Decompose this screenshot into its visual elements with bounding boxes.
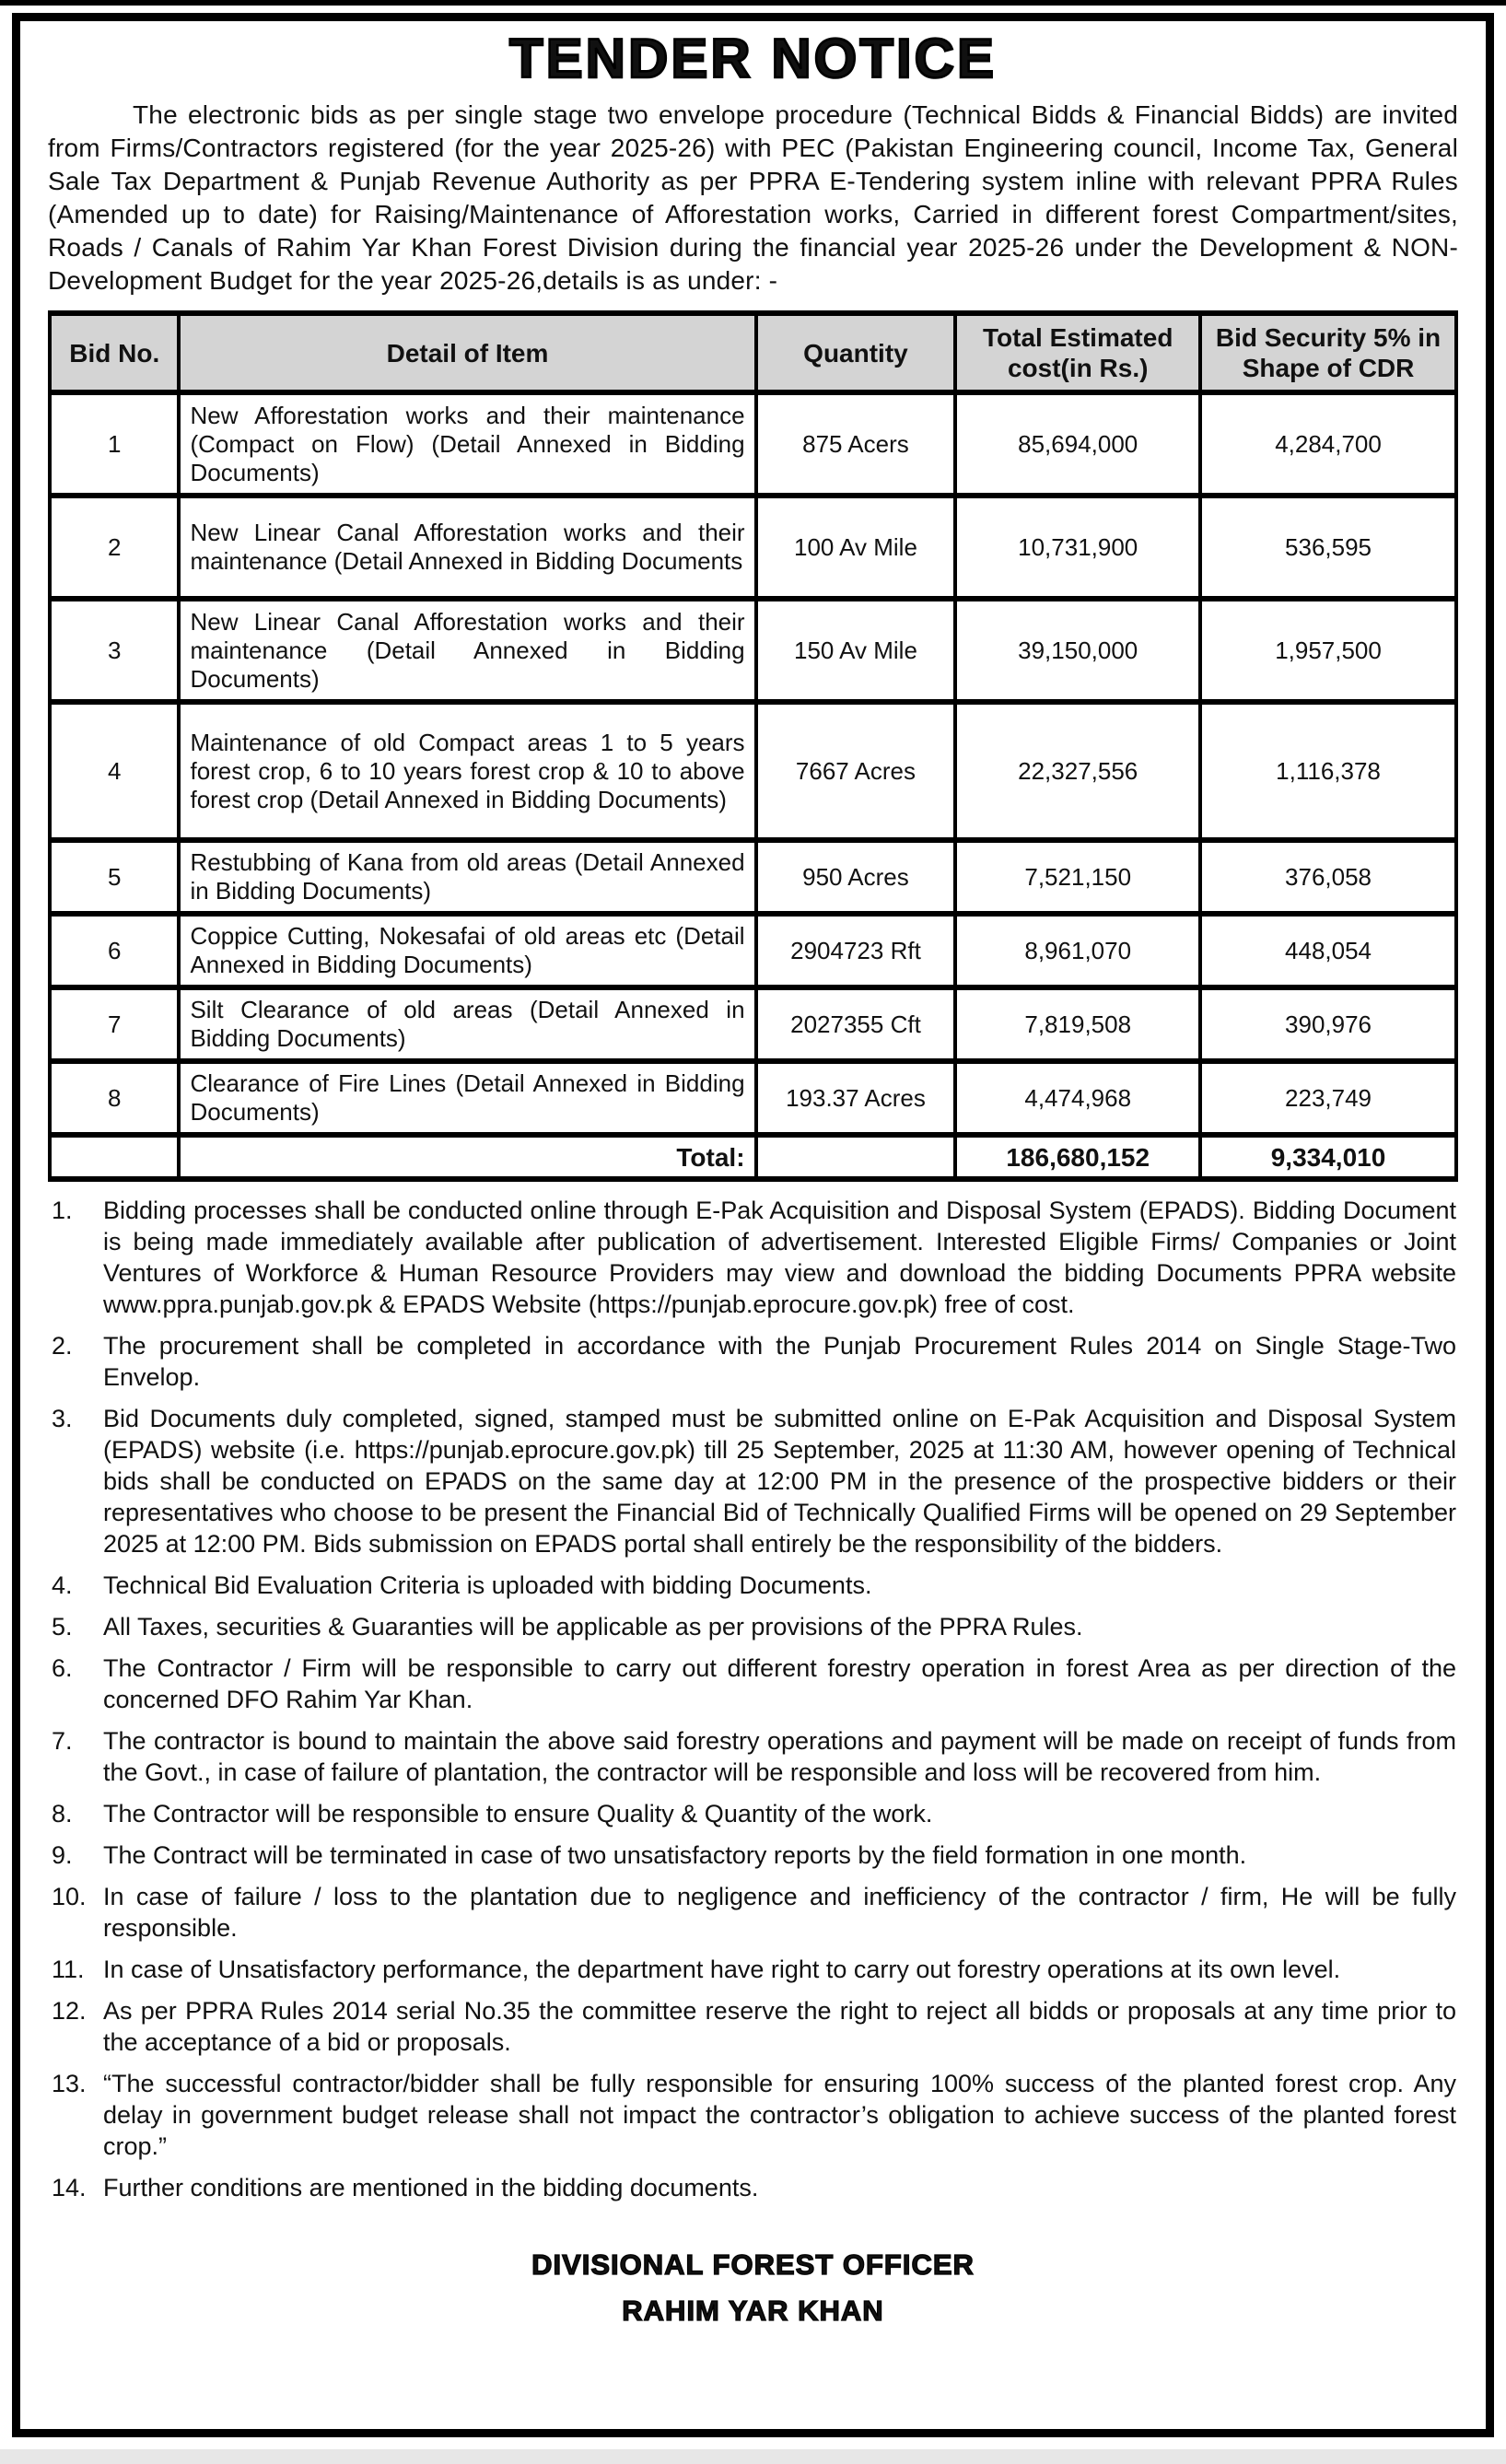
cell-quantity: 950 Acres (756, 840, 956, 914)
page-title: TENDER NOTICE (508, 28, 998, 89)
condition-item (52, 1570, 1456, 1601)
table-row (50, 496, 1456, 599)
condition-item (52, 1403, 1456, 1559)
condition-item (52, 1611, 1456, 1642)
condition-text: The Contract will be terminated in case of two unsatisfactory reports by the field formation in one month. (103, 1841, 1247, 1869)
cell-bid-no: 2 (50, 496, 179, 599)
cell-detail: New Afforestation works and their maintenance (Compact on Flow) (Detail Annexed in Bidding Documents) (179, 392, 755, 496)
condition-text: Bidding processes shall be conducted online through E-Pak Acquisition and Disposal System (EPADS). Bidding Document is being made immediately available after publication of advertisement. Interested Eligible Firms/ Companies or Joint Ventures of Workforce & Human Resource Providers may view and download the bidding Documents PPRA website www.ppra.punjab.gov.pk & EPADS Website (https://punjab.eprocure.gov.pk) free of cost. (103, 1197, 1456, 1318)
col-header-quantity: Quantity (756, 313, 956, 392)
table-row (50, 987, 1456, 1061)
cell-detail: New Linear Canal Afforestation works and their maintenance (Detail Annexed in Bidding Documents) (179, 599, 755, 702)
condition-text: The Contractor will be responsible to ensure Quality & Quantity of the work. (103, 1800, 933, 1828)
cell-detail: Maintenance of old Compact areas 1 to 5 years forest crop, 6 to 10 years forest crop & 10 to above forest crop (Detail Annexed in Bidding Documents) (179, 702, 755, 840)
top-rule (0, 0, 1506, 6)
signatory-location: RAHIM YAR KHAN (622, 2295, 884, 2327)
cell-quantity: 875 Acers (756, 392, 956, 496)
condition-text: Further conditions are mentioned in the bidding documents. (103, 2174, 759, 2201)
condition-text: As per PPRA Rules 2014 serial No.35 the committee reserve the right to reject all bidds or proposals at any time prior to the acceptance of a bid or proposals. (103, 1997, 1456, 2056)
condition-item (52, 1954, 1456, 1985)
condition-text: The Contractor / Firm will be responsible to carry out different forestry operation in forest Area as per direction of the concerned DFO Rahim Yar Khan. (103, 1654, 1456, 1713)
condition-item (52, 1881, 1456, 1944)
cell-security: 536,595 (1200, 496, 1456, 599)
cell-detail: Coppice Cutting, Nokesafai of old areas etc (Detail Annexed in Bidding Documents) (179, 914, 755, 987)
condition-number: 10. (52, 1883, 87, 1910)
condition-number: 9. (52, 1841, 73, 1869)
cell-detail: Silt Clearance of old areas (Detail Annexed in Bidding Documents) (179, 987, 755, 1061)
cell-cost: 22,327,556 (955, 702, 1200, 840)
condition-item (52, 2172, 1456, 2203)
cell-empty (50, 1135, 179, 1179)
condition-text: In case of failure / loss to the plantation due to negligence and inefficiency of the contractor / firm, He will be fully responsible. (103, 1883, 1456, 1942)
cell-bid-no: 6 (50, 914, 179, 987)
notice-frame (12, 13, 1494, 2437)
cell-quantity: 2027355 Cft (756, 987, 956, 1061)
condition-text: The procurement shall be completed in accordance with the Punjab Procurement Rules 2014 on Single Stage-Two Envelop. (103, 1332, 1456, 1391)
condition-item (52, 1725, 1456, 1788)
cell-security: 1,957,500 (1200, 599, 1456, 702)
table-row (50, 599, 1456, 702)
cell-bid-no: 5 (50, 840, 179, 914)
condition-item (52, 2068, 1456, 2162)
cell-bid-no: 8 (50, 1061, 179, 1135)
col-header-detail: Detail of Item (179, 313, 755, 392)
condition-number: 1. (52, 1197, 73, 1224)
cell-detail: Restubbing of Kana from old areas (Detail Annexed in Bidding Documents) (179, 840, 755, 914)
cell-quantity: 7667 Acres (756, 702, 956, 840)
table-total-row (50, 1135, 1456, 1179)
cell-security: 448,054 (1200, 914, 1456, 987)
cell-empty (756, 1135, 956, 1179)
condition-number: 11. (52, 1956, 85, 1983)
cell-security: 223,749 (1200, 1061, 1456, 1135)
cell-bid-no: 1 (50, 392, 179, 496)
condition-number: 2. (52, 1332, 73, 1360)
condition-item (52, 1798, 1456, 1829)
condition-item (52, 1330, 1456, 1393)
cell-cost: 7,521,150 (955, 840, 1200, 914)
bid-table (48, 310, 1458, 1182)
cell-cost: 8,961,070 (955, 914, 1200, 987)
total-security: 9,334,010 (1200, 1135, 1456, 1179)
cell-bid-no: 7 (50, 987, 179, 1061)
total-cost: 186,680,152 (955, 1135, 1200, 1179)
cell-cost: 85,694,000 (955, 392, 1200, 496)
table-row (50, 702, 1456, 840)
conditions-list (48, 1195, 1458, 2203)
condition-number: 6. (52, 1654, 73, 1682)
table-row (50, 392, 1456, 496)
condition-number: 3. (52, 1405, 73, 1432)
condition-text: In case of Unsatisfactory performance, the department have right to carry out forestry operations at its own level. (103, 1956, 1341, 1983)
cell-security: 376,058 (1200, 840, 1456, 914)
col-header-bid-no: Bid No. (50, 313, 179, 392)
cell-cost: 39,150,000 (955, 599, 1200, 702)
bottom-strip (0, 2449, 1506, 2464)
intro-paragraph: The electronic bids as per single stage two envelope procedure (Technical Bidds & Financial Bidds) are invited from Firms/Contractors registered (for the year 2025-26) with PEC (Pakistan Engineering council, Income Tax, General Sale Tax Department & Punjab Revenue Authority as per PPRA E-Tendering system inline with relevant PPRA Rules (Amended up to date) for Raising/Maintenance of Afforestation works, Carried in different forest Compartment/sites, Roads / Canals of Rahim Yar Khan Forest Division during the financial year 2025-26 under the Development & NON-Development Budget for the year 2025-26,details is as under: - (48, 100, 1458, 295)
cell-cost: 7,819,508 (955, 987, 1200, 1061)
cell-detail: New Linear Canal Afforestation works and their maintenance (Detail Annexed in Bidding Documents (179, 496, 755, 599)
signature-block (48, 2242, 1458, 2334)
condition-item (52, 1652, 1456, 1715)
cell-security: 1,116,378 (1200, 702, 1456, 840)
condition-text: All Taxes, securities & Guaranties will be applicable as per provisions of the PPRA Rules. (103, 1613, 1083, 1641)
cell-cost: 4,474,968 (955, 1061, 1200, 1135)
condition-number: 12. (52, 1997, 87, 2025)
condition-text: The contractor is bound to maintain the above said forestry operations and payment will be made on receipt of funds from the Govt., in case of failure of plantation, the contractor will be responsible and loss will be recovered from him. (103, 1727, 1456, 1786)
condition-number: 7. (52, 1727, 73, 1755)
condition-item (52, 1195, 1456, 1320)
condition-number: 4. (52, 1571, 73, 1599)
signatory-title: DIVISIONAL FOREST OFFICER (531, 2248, 975, 2281)
condition-number: 8. (52, 1800, 73, 1828)
condition-item (52, 1995, 1456, 2058)
condition-item (52, 1839, 1456, 1871)
condition-number: 5. (52, 1613, 73, 1641)
col-header-security: Bid Security 5% in Shape of CDR (1200, 313, 1456, 392)
condition-text: Technical Bid Evaluation Criteria is uploaded with bidding Documents. (103, 1571, 872, 1599)
condition-text: “The successful contractor/bidder shall be fully responsible for ensuring 100% success of the planted forest crop. Any delay in government budget release shall not impact the contractor’s obligation to achieve success of the planted forest crop.” (103, 2070, 1456, 2160)
cell-bid-no: 3 (50, 599, 179, 702)
table-row (50, 840, 1456, 914)
condition-number: 13. (52, 2070, 87, 2097)
cell-quantity: 150 Av Mile (756, 599, 956, 702)
table-header-row (50, 313, 1456, 392)
cell-quantity: 100 Av Mile (756, 496, 956, 599)
cell-bid-no: 4 (50, 702, 179, 840)
cell-quantity: 193.37 Acres (756, 1061, 956, 1135)
cell-detail: Clearance of Fire Lines (Detail Annexed in Bidding Documents) (179, 1061, 755, 1135)
cell-cost: 10,731,900 (955, 496, 1200, 599)
table-row (50, 914, 1456, 987)
table-row (50, 1061, 1456, 1135)
total-label: Total: (179, 1135, 755, 1179)
cell-security: 390,976 (1200, 987, 1456, 1061)
condition-number: 14. (52, 2174, 87, 2201)
cell-security: 4,284,700 (1200, 392, 1456, 496)
condition-text: Bid Documents duly completed, signed, stamped must be submitted online on E-Pak Acquisition and Disposal System (EPADS) website (i.e. https://punjab.eprocure.gov.pk) till 25 September, 2025 at 11:30 AM, however opening of Technical bids shall be conducted on EPADS on the same day at 12:00 PM in the presence of the prospective bidders or their representatives who choose to be present the Financial Bid of Technically Qualified Firms will be opened on 29 September 2025 at 12:00 PM. Bids submission on EPADS portal shall entirely be the responsibility of the bidders. (103, 1405, 1456, 1558)
cell-quantity: 2904723 Rft (756, 914, 956, 987)
col-header-cost: Total Estimated cost(in Rs.) (955, 313, 1200, 392)
